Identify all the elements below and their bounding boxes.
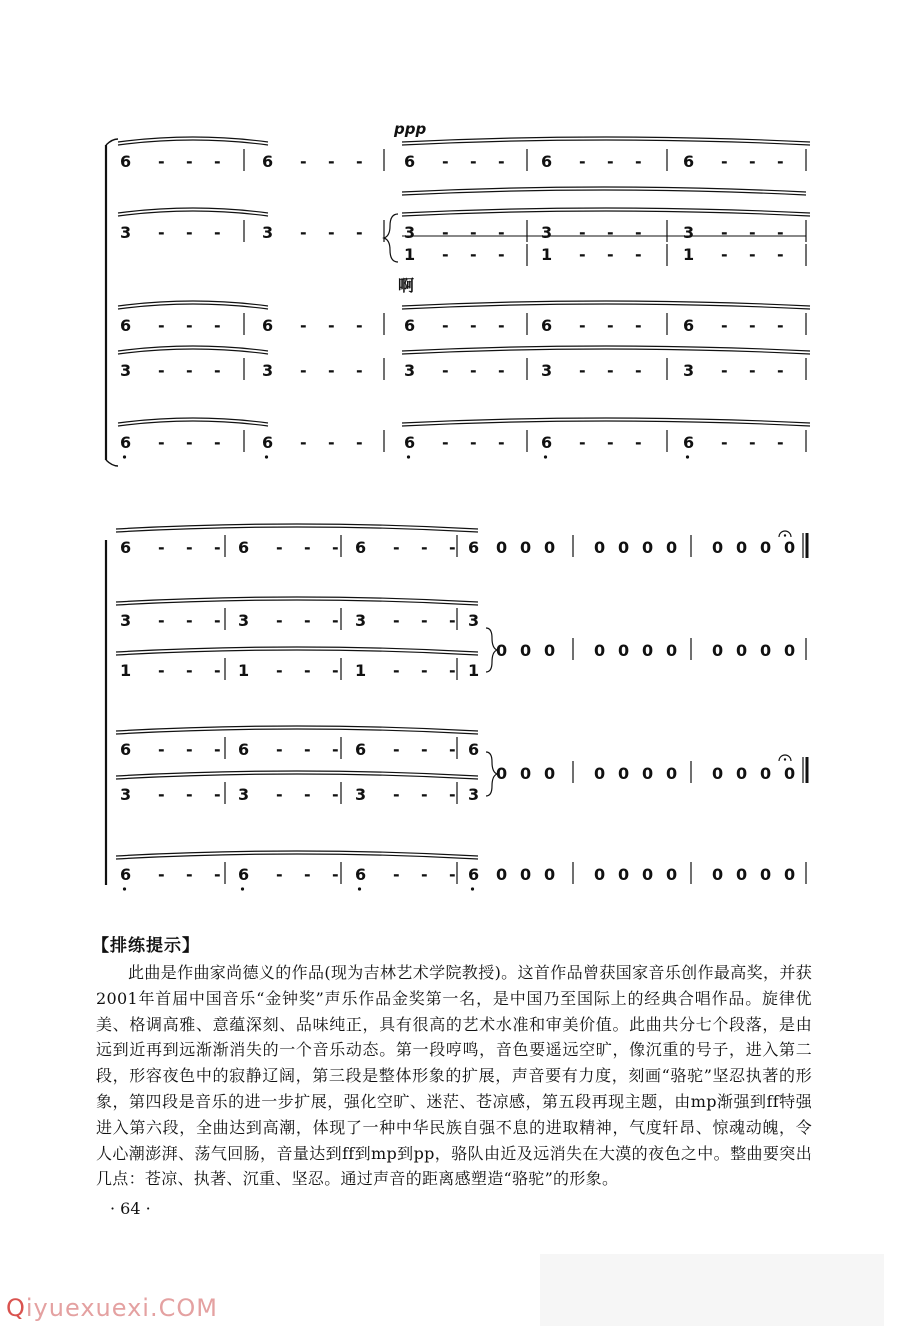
rest-zero: 0 <box>736 538 748 557</box>
dash: - <box>749 245 756 264</box>
dash: - <box>186 785 193 804</box>
tie-slur <box>402 421 810 426</box>
dash: - <box>749 223 756 242</box>
tie-slur <box>116 729 478 734</box>
octave-dot <box>358 887 361 890</box>
rest-zero: 0 <box>642 764 654 783</box>
watermark-first-letter: Q <box>6 1294 26 1322</box>
dash: - <box>300 223 307 242</box>
dash: - <box>356 152 363 171</box>
dash: - <box>276 611 283 630</box>
rest-zero: 0 <box>666 764 678 783</box>
note: 6 <box>238 740 250 759</box>
dash: - <box>421 538 428 557</box>
dash: - <box>749 433 756 452</box>
note: 6 <box>683 316 695 335</box>
tie-slur <box>402 349 810 354</box>
dash: - <box>579 152 586 171</box>
octave-dot <box>123 887 126 890</box>
dash: - <box>470 433 477 452</box>
rest-zero: 0 <box>594 641 606 660</box>
dash: - <box>186 361 193 380</box>
dash: - <box>356 433 363 452</box>
lyric-a: 啊 <box>398 276 415 295</box>
dash: - <box>393 740 400 759</box>
dash: - <box>304 740 311 759</box>
dash: - <box>470 316 477 335</box>
dash: - <box>332 661 339 680</box>
dash: - <box>498 361 505 380</box>
voice-brace <box>384 214 398 262</box>
dash: - <box>749 361 756 380</box>
tie-slur <box>402 190 806 195</box>
dash: - <box>749 316 756 335</box>
dash: - <box>579 245 586 264</box>
tie-slur <box>118 421 268 426</box>
dash: - <box>186 740 193 759</box>
dash: - <box>635 361 642 380</box>
dash: - <box>721 152 728 171</box>
rest-zero: 0 <box>760 538 772 557</box>
dash: - <box>777 152 784 171</box>
rest-zero: 0 <box>736 764 748 783</box>
dash: - <box>186 316 193 335</box>
tie-slur <box>116 854 478 859</box>
dash: - <box>214 152 221 171</box>
dash: - <box>449 740 456 759</box>
note: 3 <box>120 223 132 242</box>
dash: - <box>579 433 586 452</box>
note: 3 <box>355 785 367 804</box>
fermata-dot <box>784 758 786 760</box>
tie-slur <box>118 211 268 216</box>
note: 3 <box>262 361 274 380</box>
dash: - <box>442 152 449 171</box>
note: 6 <box>120 152 132 171</box>
rest-zero: 0 <box>544 538 556 557</box>
gray-panel <box>540 1254 884 1326</box>
dash: - <box>158 661 165 680</box>
dash: - <box>214 433 221 452</box>
rest-zero: 0 <box>760 641 772 660</box>
note: 6 <box>238 538 250 557</box>
dash: - <box>470 223 477 242</box>
rest-zero: 0 <box>520 538 532 557</box>
dash: - <box>186 223 193 242</box>
dash: - <box>328 223 335 242</box>
rest-zero: 0 <box>642 641 654 660</box>
dash: - <box>158 433 165 452</box>
dash: - <box>442 223 449 242</box>
dash: - <box>214 538 221 557</box>
dash: - <box>721 316 728 335</box>
dash: - <box>607 223 614 242</box>
dash: - <box>393 538 400 557</box>
note: 1 <box>683 245 695 264</box>
octave-dot <box>407 455 410 458</box>
dash: - <box>186 433 193 452</box>
note: 3 <box>541 361 553 380</box>
dash: - <box>442 245 449 264</box>
dash: - <box>186 865 193 884</box>
dash: - <box>498 316 505 335</box>
dash: - <box>777 433 784 452</box>
note: 6 <box>468 740 480 759</box>
dash: - <box>498 433 505 452</box>
dash: - <box>721 433 728 452</box>
dash: - <box>276 740 283 759</box>
dash: - <box>442 361 449 380</box>
note: 3 <box>355 611 367 630</box>
dash: - <box>777 361 784 380</box>
rest-zero: 0 <box>520 641 532 660</box>
dash: - <box>356 316 363 335</box>
dash: - <box>442 433 449 452</box>
note: 3 <box>238 785 250 804</box>
note: 1 <box>541 245 553 264</box>
dash: - <box>470 152 477 171</box>
dash: - <box>449 865 456 884</box>
rest-zero: 0 <box>736 865 748 884</box>
rest-zero: 0 <box>618 865 630 884</box>
dash: - <box>328 433 335 452</box>
dash: - <box>449 661 456 680</box>
dash: - <box>635 223 642 242</box>
dash: - <box>300 152 307 171</box>
dash: - <box>777 316 784 335</box>
octave-dot <box>241 887 244 890</box>
dash: - <box>300 433 307 452</box>
dash: - <box>158 785 165 804</box>
note: 6 <box>404 316 416 335</box>
rehearsal-tips-title: 【排练提示】 <box>92 936 200 956</box>
dash: - <box>393 611 400 630</box>
dash: - <box>449 538 456 557</box>
rest-zero: 0 <box>666 641 678 660</box>
rehearsal-tips-body: 此曲是作曲家尚德义的作品(现为吉林艺术学院教授)。这首作品曾获国家音乐创作最高奖，并获2001年首届中国音乐“金钟奖”声乐作品金奖第一名，是中国乃至国际上的经典合唱作品。旋律优美、格调高雅、意蕴深刻、品味纯正，具有很高的艺术水准和审美价值。此曲共分七个段落，是由远到近再到远渐渐消失的一个音乐动态。第一段哼鸣，音色要遥远空旷，像沉重的号子，进入第二段，形容夜色中的寂静辽阔，第三段是整体形象的扩展，声音要有力度，刻画“骆驼”坚忍执著的形象，第四段是音乐的进一步扩展，强化空旷、迷茫、苍凉感，第五段再现主题，由mp渐强到ff特强进入第六段，全曲达到高潮，体现了一种中华民族自强不息的进取精神，气度轩昂、惊魂动魄，令人心潮澎湃、荡气回肠，音量达到ff到mp到pp，骆队由近及远消失在大漠的夜色之中。整曲要突出几点：苍凉、执著、沉重、坚忍。通过声音的距离感塑造“骆驼”的形象。 <box>96 963 812 1189</box>
dash: - <box>721 361 728 380</box>
rest-zero: 0 <box>496 865 508 884</box>
dash: - <box>328 152 335 171</box>
dash: - <box>276 785 283 804</box>
note: 6 <box>262 433 274 452</box>
watermark <box>6 1294 218 1322</box>
note: 6 <box>404 433 416 452</box>
dash: - <box>328 361 335 380</box>
rest-zero: 0 <box>760 865 772 884</box>
rest-zero: 0 <box>784 538 796 557</box>
rest-zero: 0 <box>666 538 678 557</box>
rest-zero: 0 <box>594 865 606 884</box>
dash: - <box>607 361 614 380</box>
dash: - <box>214 785 221 804</box>
note: 6 <box>541 316 553 335</box>
tie-slur <box>116 600 478 605</box>
tie-slur <box>118 349 268 354</box>
dash: - <box>607 245 614 264</box>
note: 6 <box>120 538 132 557</box>
note: 6 <box>120 865 132 884</box>
note: 6 <box>468 865 480 884</box>
rest-zero: 0 <box>496 764 508 783</box>
rest-zero: 0 <box>520 865 532 884</box>
dash: - <box>304 661 311 680</box>
dash: - <box>635 245 642 264</box>
dash: - <box>579 223 586 242</box>
note: 6 <box>683 152 695 171</box>
dash: - <box>300 316 307 335</box>
dash: - <box>749 152 756 171</box>
note: 6 <box>355 865 367 884</box>
octave-dot <box>544 455 547 458</box>
dash: - <box>332 865 339 884</box>
dash: - <box>607 433 614 452</box>
dash: - <box>421 611 428 630</box>
dash: - <box>158 223 165 242</box>
dash: - <box>777 245 784 264</box>
octave-dot <box>265 455 268 458</box>
page-number: · 64 · <box>110 1199 151 1218</box>
dash: - <box>470 245 477 264</box>
dash: - <box>158 361 165 380</box>
dash: - <box>393 865 400 884</box>
dash: - <box>721 245 728 264</box>
rest-zero: 0 <box>618 641 630 660</box>
dash: - <box>276 538 283 557</box>
dash: - <box>635 152 642 171</box>
dash: - <box>421 661 428 680</box>
dash: - <box>158 740 165 759</box>
dash: - <box>470 361 477 380</box>
dash: - <box>300 361 307 380</box>
note: 6 <box>541 433 553 452</box>
dash: - <box>356 223 363 242</box>
dash: - <box>304 611 311 630</box>
dash: - <box>214 316 221 335</box>
note: 6 <box>355 740 367 759</box>
dash: - <box>214 223 221 242</box>
note: 1 <box>120 661 132 680</box>
note: 6 <box>541 152 553 171</box>
octave-dot <box>123 455 126 458</box>
tie-slur <box>402 211 810 216</box>
rest-zero: 0 <box>642 865 654 884</box>
dash: - <box>304 865 311 884</box>
note: 3 <box>404 361 416 380</box>
note: 6 <box>120 316 132 335</box>
dash: - <box>214 740 221 759</box>
note: 6 <box>120 433 132 452</box>
note: 3 <box>468 785 480 804</box>
rest-zero: 0 <box>642 538 654 557</box>
dash: - <box>721 223 728 242</box>
rest-zero: 0 <box>712 764 724 783</box>
system-bracket-ends <box>106 139 118 466</box>
note: 1 <box>404 245 416 264</box>
dash: - <box>186 538 193 557</box>
dash: - <box>421 785 428 804</box>
note: 6 <box>404 152 416 171</box>
tie-slur <box>118 304 268 309</box>
rest-zero: 0 <box>618 764 630 783</box>
rest-zero: 0 <box>760 764 772 783</box>
rest-zero: 0 <box>784 865 796 884</box>
dash: - <box>332 785 339 804</box>
dash: - <box>635 316 642 335</box>
note: 1 <box>468 661 480 680</box>
dash: - <box>276 661 283 680</box>
dash: - <box>393 661 400 680</box>
dash: - <box>356 361 363 380</box>
dash: - <box>214 361 221 380</box>
dash: - <box>214 611 221 630</box>
dash: - <box>449 611 456 630</box>
rest-zero: 0 <box>666 865 678 884</box>
rehearsal-tips <box>92 931 812 1192</box>
rest-zero: 0 <box>594 538 606 557</box>
dash: - <box>579 361 586 380</box>
dash: - <box>158 865 165 884</box>
tie-slur <box>116 774 478 779</box>
dash: - <box>158 152 165 171</box>
note: 3 <box>120 361 132 380</box>
rest-zero: 0 <box>712 641 724 660</box>
note: 6 <box>120 740 132 759</box>
rest-zero: 0 <box>544 764 556 783</box>
dash: - <box>158 611 165 630</box>
note: 6 <box>262 316 274 335</box>
dash: - <box>304 785 311 804</box>
rest-zero: 0 <box>712 538 724 557</box>
tie-slur <box>116 527 478 532</box>
dash: - <box>158 316 165 335</box>
octave-dot <box>686 455 689 458</box>
dash: - <box>186 152 193 171</box>
dash: - <box>635 433 642 452</box>
note: 3 <box>683 223 695 242</box>
dash: - <box>607 152 614 171</box>
dash: - <box>158 538 165 557</box>
tie-slur <box>402 140 810 145</box>
score-layer <box>106 137 810 891</box>
note: 3 <box>120 785 132 804</box>
dash: - <box>332 740 339 759</box>
rest-zero: 0 <box>618 538 630 557</box>
note: 3 <box>262 223 274 242</box>
dash: - <box>421 740 428 759</box>
note: 6 <box>355 538 367 557</box>
note: 1 <box>238 661 250 680</box>
rest-zero: 0 <box>784 641 796 660</box>
dash: - <box>186 661 193 680</box>
note: 3 <box>404 223 416 242</box>
dash: - <box>498 152 505 171</box>
dash: - <box>442 316 449 335</box>
dash: - <box>777 223 784 242</box>
dash: - <box>449 785 456 804</box>
rest-zero: 0 <box>544 641 556 660</box>
dash: - <box>186 611 193 630</box>
note: 3 <box>683 361 695 380</box>
note: 6 <box>468 538 480 557</box>
dash: - <box>332 538 339 557</box>
note: 3 <box>238 611 250 630</box>
dash: - <box>498 223 505 242</box>
rest-zero: 0 <box>496 538 508 557</box>
note: 6 <box>683 433 695 452</box>
rest-zero: 0 <box>496 641 508 660</box>
tie-slur <box>118 140 268 145</box>
note: 6 <box>262 152 274 171</box>
rest-zero: 0 <box>736 641 748 660</box>
dash: - <box>421 865 428 884</box>
note: 1 <box>355 661 367 680</box>
watermark-text: iyuexuexi.COM <box>25 1294 218 1322</box>
dynamic-ppp: ppp <box>394 120 427 138</box>
dash: - <box>579 316 586 335</box>
rest-zero: 0 <box>520 764 532 783</box>
tie-slur <box>116 650 478 655</box>
dash: - <box>214 865 221 884</box>
dash: - <box>304 538 311 557</box>
note: 3 <box>120 611 132 630</box>
dash: - <box>498 245 505 264</box>
dash: - <box>328 316 335 335</box>
rest-zero: 0 <box>594 764 606 783</box>
rest-zero: 0 <box>784 764 796 783</box>
dash: - <box>276 865 283 884</box>
octave-dot <box>471 887 474 890</box>
note: 6 <box>238 865 250 884</box>
dash: - <box>332 611 339 630</box>
dash: - <box>393 785 400 804</box>
rest-zero: 0 <box>712 865 724 884</box>
note: 3 <box>468 611 480 630</box>
note: 3 <box>541 223 553 242</box>
fermata-dot <box>784 534 786 536</box>
tie-slur <box>402 304 810 309</box>
dash: - <box>607 316 614 335</box>
dash: - <box>214 661 221 680</box>
rest-zero: 0 <box>544 865 556 884</box>
